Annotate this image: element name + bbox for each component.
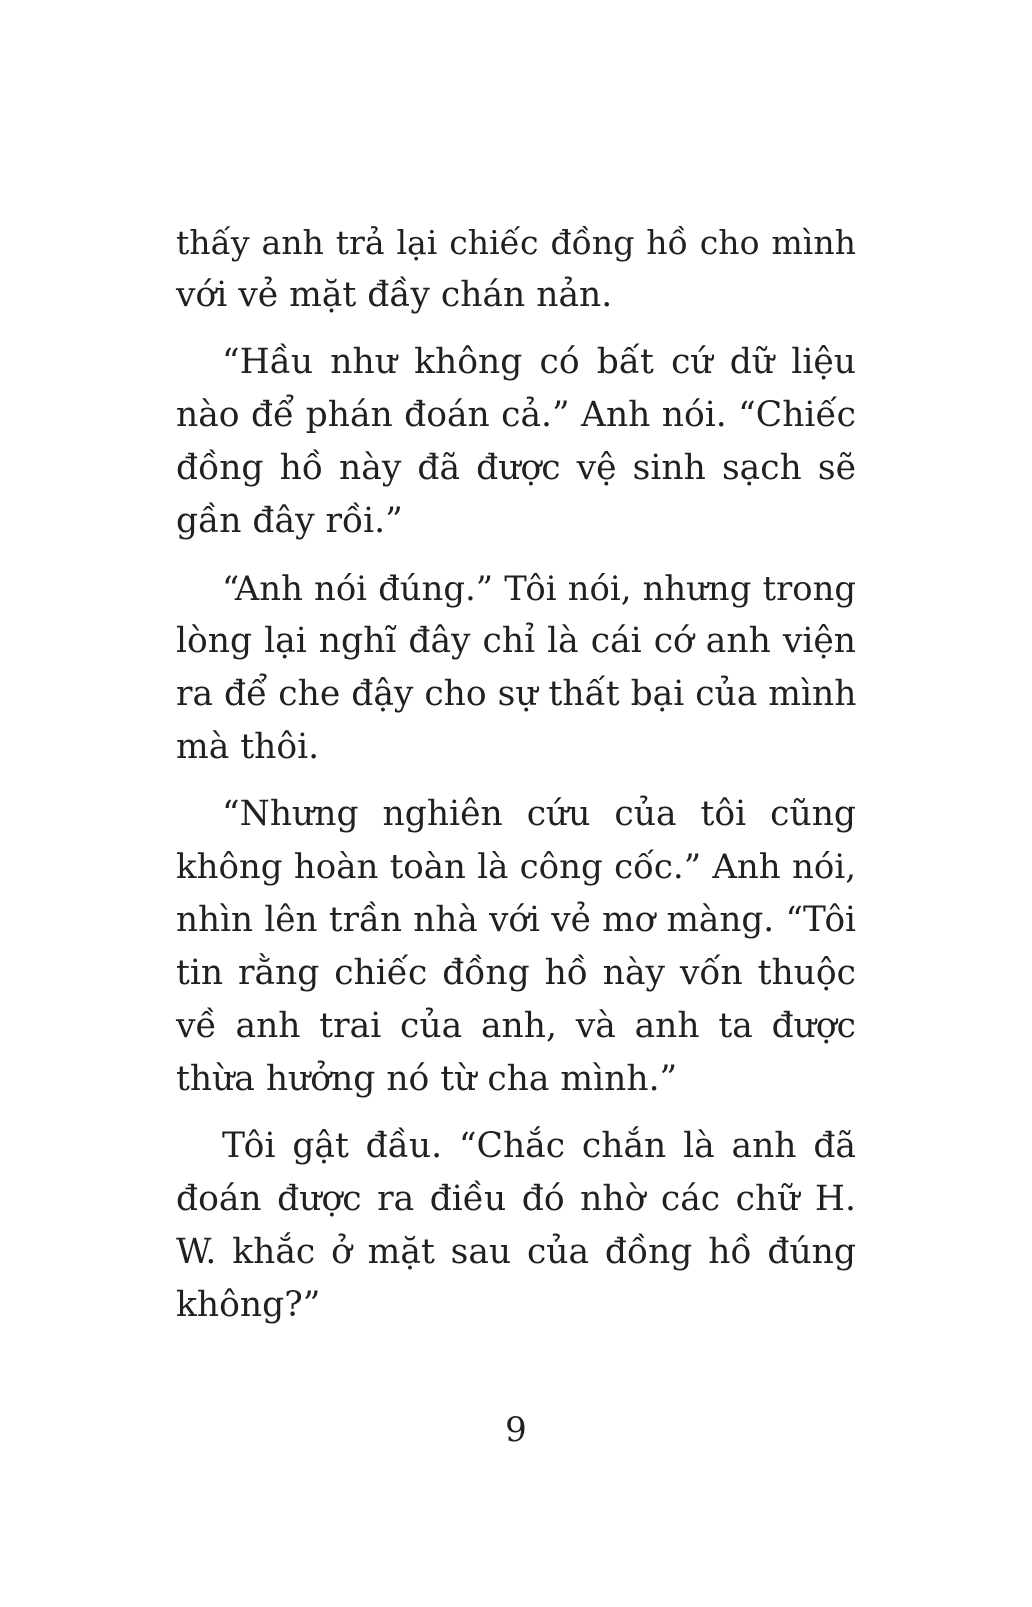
paragraph-1 [176,216,856,322]
text-line: tin rằng chiếc đồng hồ này vốn thuộc [176,953,856,993]
text-line: thấy anh trả lại chiếc đồng hồ cho mình [176,223,856,262]
paragraph-3 [176,562,856,774]
text-line: lòng lại nghĩ đây chỉ là cái cớ anh viện [176,621,856,661]
text-line: gần đây rồi.” [176,501,403,541]
text-line: nào để phán đoán cả.” Anh nói. “Chiếc [176,395,856,435]
text-line: ra để che đậy cho sự thất bại của mình [176,674,857,714]
text-line: Tôi gật đầu. “Chắc chắn là anh đã [222,1126,856,1166]
text-line: đồng hồ này đã được vệ sinh sạch sẽ [176,448,856,488]
text-line: thừa hưởng nó từ cha mình.” [176,1059,678,1099]
paragraph-5 [176,1120,856,1332]
text-line: “Anh nói đúng.” Tôi nói, nhưng trong [222,569,856,608]
text-line: “Nhưng nghiên cứu của tôi cũng [222,794,856,834]
text-line: đoán được ra điều đó nhờ các chữ H. [176,1179,856,1219]
text-line: W. khắc ở mặt sau của đồng hồ đúng [176,1232,856,1272]
text-line: mà thôi. [176,727,320,767]
text-line: với vẻ mặt đầy chán nản. [176,275,613,315]
text-line: “Hầu như không có bất cứ dữ liệu [222,342,856,382]
paragraph-2 [176,336,856,548]
text-line: nhìn lên trần nhà với vẻ mơ màng. “Tôi [176,900,856,940]
text-line: về anh trai của anh, và anh ta được [176,1006,856,1046]
paragraph-4 [176,788,856,1106]
body-text [176,216,856,1346]
text-line: không?” [176,1285,321,1325]
page-number: 9 [505,1410,527,1450]
text-line: không hoàn toàn là công cốc.” Anh nói, [176,847,856,887]
